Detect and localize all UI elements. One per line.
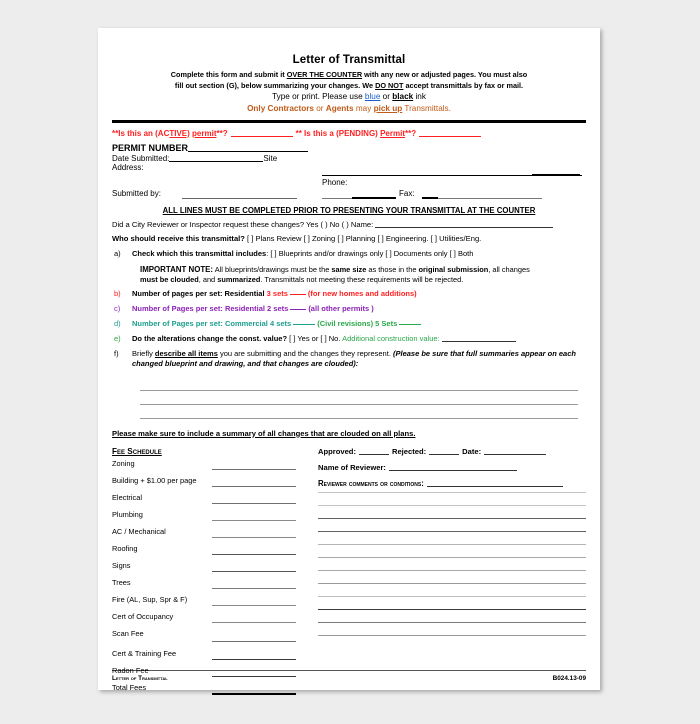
reviewer-comments-label: Reviewer comments or conditions:: [318, 478, 424, 488]
description-line-1[interactable]: [140, 377, 578, 391]
fee-schedule-title: Fee Schedule: [112, 446, 162, 456]
permit-status-questions: [112, 129, 586, 138]
fax-input-b[interactable]: [438, 198, 542, 199]
note-emphasis-submission: original submission: [418, 265, 489, 275]
reviewer-comments-row: [318, 479, 586, 488]
intro-line-3: [112, 91, 586, 103]
comment-line[interactable]: [318, 596, 586, 609]
active-permit-label: **Is this an (AC: [112, 128, 170, 138]
item-c-blank[interactable]: [290, 309, 306, 310]
header-divider: [112, 120, 586, 123]
intro-text: Type or print. Please use: [272, 92, 365, 102]
important-note-label: IMPORTANT NOTE:: [140, 265, 214, 275]
completion-banner: ALL LINES MUST BE COMPLETED PRIOR TO PRESENTING YOUR TRANSMITTAL AT THE COUNTER: [162, 205, 536, 215]
fee-label-plumbing: Plumbing: [112, 509, 143, 519]
who-receives-label: Who should receive this transmittal?: [112, 233, 245, 243]
pickup-emphasis: pick up: [373, 104, 403, 114]
who-receives-row: [112, 234, 586, 243]
item-f-instruction: (Please be sure that full summaries appear on each changed blueprint and drawing, and that changes are clouded):: [132, 349, 576, 369]
page-title: Letter of Transmittal: [292, 54, 406, 66]
note-text: . Transmittals not meeting these requirements will be rejected.: [260, 275, 464, 285]
item-f: [112, 349, 586, 369]
item-a-label: Check which this transmittal includes: [132, 248, 267, 258]
item-d-blank-1[interactable]: [293, 324, 315, 325]
submitted-by-input[interactable]: [182, 198, 297, 199]
fee-input-zoning[interactable]: [212, 469, 296, 470]
footer-title: Letter of Transmittal: [112, 674, 168, 682]
intro-emphasis: DO NOT: [375, 80, 404, 90]
page-footer: [112, 675, 586, 682]
blue-ink-emphasis: blue: [364, 92, 381, 102]
date-submitted-input[interactable]: [169, 161, 263, 162]
item-d-marker: d): [114, 319, 121, 329]
intro-text: ink: [413, 92, 426, 102]
fee-input-total-fees[interactable]: [212, 693, 296, 695]
item-b-blank[interactable]: [290, 294, 306, 295]
approved-label: Approved:: [318, 446, 356, 456]
fee-label-roofing: Roofing: [112, 543, 138, 553]
comment-line[interactable]: [318, 609, 586, 622]
pending-permit-input[interactable]: [419, 136, 481, 137]
intro-line-4: [112, 103, 586, 115]
reviewer-comment-lines: [318, 492, 586, 648]
review-date-label: Date:: [462, 446, 482, 456]
fee-input-trees[interactable]: [212, 588, 296, 589]
date-submitted-row: [112, 154, 586, 163]
fee-row: [112, 681, 586, 698]
phone-label: Phone:: [322, 177, 348, 187]
intro-line-2: [112, 81, 586, 92]
who-receives-options[interactable]: [ ] Plans Review [ ] Zoning [ ] Planning [ ] Engineering. [ ] Utilities/Eng.: [244, 233, 482, 243]
permit-number-label: PERMIT NUMBER: [112, 142, 188, 153]
fee-label-cert-occupancy: Cert of Occupancy: [112, 611, 174, 621]
permit-number-input[interactable]: [188, 151, 308, 152]
pending-underline: Permit: [380, 128, 405, 138]
rejected-label: Rejected:: [391, 446, 427, 456]
intro-text: fill out section (G), below summarizing your changes. We: [174, 80, 376, 90]
document-sheet: [112, 40, 586, 692]
item-a-marker: a): [114, 248, 121, 258]
description-line-2[interactable]: [140, 391, 578, 405]
item-e-options[interactable]: [ ] Yes or [ ] No.: [287, 334, 341, 344]
item-e-input[interactable]: [442, 341, 516, 342]
comment-line[interactable]: [318, 518, 586, 531]
item-e: [112, 334, 586, 344]
item-c-marker: c): [114, 303, 121, 313]
item-b-label: Number of pages per set: Residential: [132, 288, 265, 298]
fee-label-cert-training: Cert & Training Fee: [112, 648, 177, 658]
contact-row: [112, 178, 586, 200]
fee-label-total-fees: Total Fees: [112, 682, 147, 692]
fee-label-trees: Trees: [112, 577, 131, 587]
pending-permit-label: ** Is this a (PENDING): [295, 128, 381, 138]
fee-label-scan-fee: Scan Fee: [112, 628, 144, 638]
note-emphasis-clouded: must be clouded: [140, 275, 199, 285]
fax-label: Fax:: [399, 188, 415, 198]
comment-line[interactable]: [318, 505, 586, 518]
permit-number-row: [112, 143, 586, 153]
item-d-label: Number of Pages per set: Commercial 4 sets: [132, 319, 292, 329]
reviewer-name-label: Name of Reviewer:: [318, 462, 386, 472]
approval-row: [318, 447, 586, 456]
intro-text: Complete this form and submit it: [170, 70, 287, 79]
intro-paragraph: [112, 70, 586, 115]
item-e-marker: e): [114, 334, 121, 344]
comment-line[interactable]: [318, 492, 586, 505]
address-row: [112, 163, 586, 178]
item-e-note: Additional construction value:: [342, 334, 440, 344]
fee-label-zoning: Zoning: [112, 458, 135, 468]
comment-line[interactable]: [318, 531, 586, 544]
item-d: [112, 319, 586, 329]
item-f-marker: f): [114, 349, 119, 359]
fax-input-a[interactable]: [422, 197, 438, 199]
fee-input-cert-occupancy[interactable]: [212, 622, 296, 623]
note-text: as those in the: [366, 265, 419, 275]
intro-text: or: [380, 92, 393, 102]
reviewer-name-input[interactable]: [375, 227, 553, 228]
item-f-lead: Briefly: [132, 349, 155, 359]
black-ink-emphasis: black: [392, 92, 414, 102]
item-c: [112, 304, 586, 314]
important-note: [112, 264, 586, 286]
fee-input-plumbing[interactable]: [212, 520, 296, 521]
site-label: Site: [263, 153, 278, 163]
item-b-value: 3 sets: [266, 288, 288, 298]
active-permit-input[interactable]: [231, 136, 293, 137]
comment-line[interactable]: [318, 622, 586, 635]
active-underline-1: TIVE): [169, 128, 190, 138]
description-line-3[interactable]: [140, 405, 578, 419]
description-lines: [140, 377, 586, 419]
fee-input-scan-fee[interactable]: [212, 641, 296, 642]
fee-input-electrical[interactable]: [212, 503, 296, 504]
reviewer-name-value[interactable]: [389, 470, 517, 471]
address-input-end[interactable]: [532, 174, 580, 176]
intro-text: Transmittals.: [402, 104, 451, 114]
item-b-note: (for new homes and additions): [307, 288, 417, 298]
fee-input-ac-mechanical[interactable]: [212, 537, 296, 538]
note-text: , all changes: [488, 265, 530, 275]
fee-input-building[interactable]: [212, 486, 296, 487]
item-f-text: you are submitting and the changes they represent.: [217, 349, 393, 359]
reviewer-section: [318, 447, 586, 648]
active-question-mark: **?: [216, 128, 228, 138]
comment-line[interactable]: [318, 635, 586, 648]
fee-input-fire[interactable]: [212, 605, 296, 606]
item-f-label: describe all items: [154, 349, 218, 359]
fee-label-signs: Signs: [112, 560, 131, 570]
pending-question-mark: **?: [404, 128, 417, 138]
phone-input-b[interactable]: [352, 197, 396, 199]
review-date-input[interactable]: [484, 454, 546, 455]
fee-label-electrical: Electrical: [112, 492, 142, 502]
comment-line[interactable]: [318, 570, 586, 583]
intro-text: or: [313, 104, 326, 114]
fee-label-ac-mechanical: AC / Mechanical: [112, 526, 166, 536]
summary-reminder: Please make sure to include a summary of all changes that are clouded on all plans.: [112, 428, 416, 438]
footer-form-code: B024.13-09: [552, 674, 586, 682]
intro-text: accept transmittals by fax or mail.: [403, 80, 524, 90]
comment-line[interactable]: [318, 583, 586, 596]
fee-row: [112, 647, 586, 664]
item-a-options[interactable]: : [ ] Blueprints and/or drawings only [ ] Documents only [ ] Both: [266, 248, 474, 258]
active-underline-2: permit: [192, 128, 217, 138]
fee-input-roofing[interactable]: [212, 554, 296, 555]
note-emphasis-summarized: summarized: [217, 275, 261, 285]
item-b-marker: b): [114, 288, 121, 298]
address-label: Address:: [112, 162, 144, 172]
intro-emphasis: OVER THE COUNTER: [286, 70, 363, 79]
item-b: [112, 289, 586, 299]
submitted-by-label: Submitted by:: [112, 188, 161, 198]
item-d-note: (Civil revisions) 5 Sets: [317, 319, 398, 329]
fee-input-signs[interactable]: [212, 571, 296, 572]
contractors-emphasis: Only Contractors: [247, 104, 314, 114]
rejected-input[interactable]: [429, 454, 459, 455]
comment-line[interactable]: [318, 544, 586, 557]
note-emphasis-size: same size: [331, 265, 367, 275]
item-c-label: Number of Pages per set: Residential 2 sets: [132, 303, 289, 313]
item-c-note: (all other permits ): [308, 303, 374, 313]
intro-line-1: [112, 70, 586, 81]
date-submitted-label: Date Submitted:: [112, 153, 170, 163]
comment-line[interactable]: [318, 557, 586, 570]
item-a: [112, 249, 586, 259]
approved-input[interactable]: [359, 454, 389, 455]
reviewer-request-row: [112, 220, 586, 229]
fee-label-radon-fee: Radon Fee: [112, 665, 149, 675]
note-text: , and: [198, 275, 218, 285]
document-page: [98, 28, 600, 690]
fee-label-building: Building + $1.00 per page: [112, 475, 197, 485]
fee-input-cert-training[interactable]: [212, 659, 296, 660]
reviewer-name-row: [318, 463, 586, 472]
note-text: All blueprints/drawings must be the: [213, 265, 332, 275]
reviewer-request-label: Did a City Reviewer or Inspector request these changes? Yes ( ) No ( ) Name:: [112, 219, 374, 229]
item-d-blank-2[interactable]: [399, 324, 421, 325]
item-e-label: Do the alterations change the const. value?: [132, 334, 288, 344]
intro-text: with any new or adjusted pages. You must also: [362, 70, 528, 79]
intro-text: may: [353, 104, 374, 114]
agents-emphasis: Agents: [325, 104, 354, 114]
fee-label-fire: Fire (AL, Sup, Spr & F): [112, 594, 188, 604]
reviewer-comments-input[interactable]: [427, 486, 563, 487]
